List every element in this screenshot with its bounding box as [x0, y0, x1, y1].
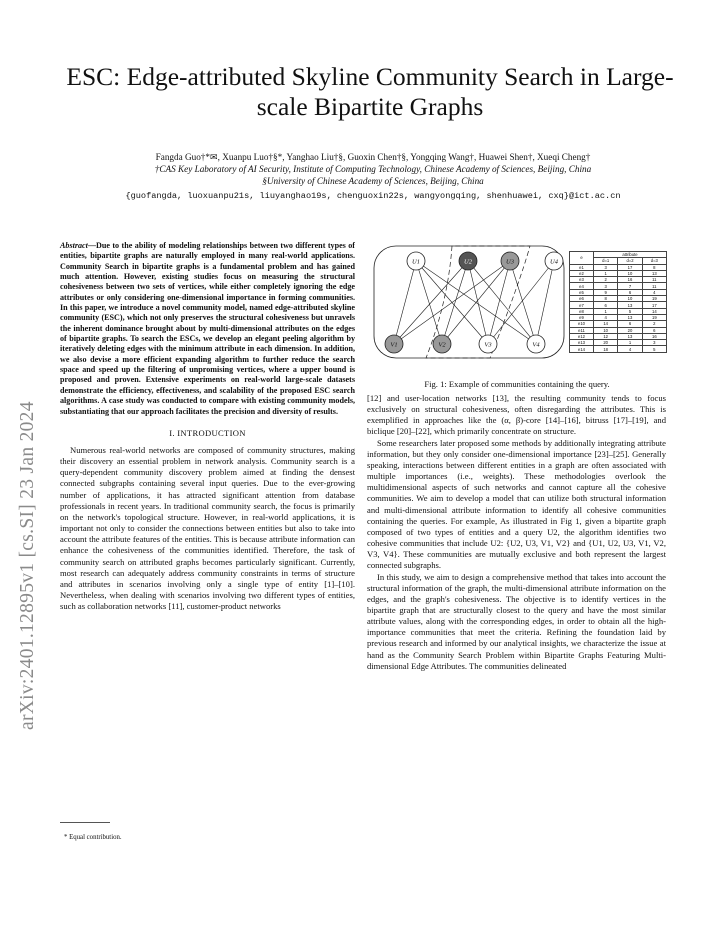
affiliation-2: §University of Chinese Academy of Sciences, Beijing, China: [262, 176, 484, 186]
table-cell-edge: e13: [570, 340, 594, 346]
table-cell-value: 1: [594, 270, 618, 276]
table-cell-value: 1: [594, 308, 618, 314]
arxiv-stamp: arXiv:2401.12895v1 [cs.SI] 23 Jan 2024: [17, 401, 38, 730]
footnote-divider: [60, 822, 110, 823]
table-cell-value: 10: [618, 270, 642, 276]
table-cell-value: 4: [618, 346, 642, 352]
node-label: U4: [550, 258, 558, 266]
table-cell-value: 16: [642, 333, 666, 339]
table-cell-value: 6: [618, 289, 642, 295]
table-cell-value: 1: [618, 340, 642, 346]
right-paragraph-2: Some researchers later proposed some methods by additionally integrating attribute information, but they only consider one-dimensional importance [23]–[25]. Generally speaking, interactions between different entities in a graph are often associated with multiple importances (i.e., weights). These methodologies overlook the multidimensional aspects of such networks and cannot capture all the cohesive communities. We aim to develop a model that can utilize both structural information and multi-dimensional attribute information to identify all cohesive communities containing the queries. For example, As illustrated in Fig 1, given a bipartite graph composed of two types of entities and a query U2, the algorithm identifies two cohesive communities that include U2: {U2, U3, V1, V2} and {U1, U2, U3, V1, V2, V3, V4}. These communities are mutually exclusive and both represent the largest connected subgraphs.: [367, 437, 666, 571]
table-cell-value: 5: [642, 346, 666, 352]
paper-title: ESC: Edge-attributed Skyline Community Search in Large-scale Bipartite Graphs: [66, 62, 674, 121]
author-list: Fangda Guo†*✉, Xuanpu Luo†§*, Yanghao Liu†§, Guoxin Chen†§, Yongqing Wang†, Huawei Shen†, Xueqi Cheng†: [155, 152, 591, 162]
table-cell-value: 3: [594, 283, 618, 289]
table-cell-value: 20: [618, 327, 642, 333]
table-cell-value: 10: [618, 296, 642, 302]
table-cell-edge: e8: [570, 308, 594, 314]
table-cell-edge: e6: [570, 296, 594, 302]
table-cell-value: 11: [642, 283, 666, 289]
section-heading: I. INTRODUCTION: [169, 427, 246, 438]
node-label: V1: [390, 341, 398, 349]
table-cell-edge: e5: [570, 289, 594, 295]
table-cell-value: 12: [594, 333, 618, 339]
figure-caption: Fig. 1: Example of communities containing the query.: [424, 379, 610, 389]
graph-edge: [510, 261, 536, 344]
footnote: * Equal contribution.: [64, 834, 122, 841]
table-cell-value: 13: [618, 302, 642, 308]
graph-edge: [488, 261, 510, 344]
intro-paragraph: Numerous real-world networks are composed of community structures, making their discovery an essential problem in network analysis. Community search is a query-dependent community discovery problem aimed at finding the densest connected subgraphs containing several input queries. Due to the ever-growing number of applications, it has attracted significant attention from database professionals in recent years. In traditional community search, the focus is primarily on the network's topological structure. However, in real-world applications, it is important not only to consider the connections between entities but also to take into account the attribute features of the entities. This is because attribute information can enhance the cohesiveness of the communities identified. Therefore, the task of community search on attributed graphs becomes particularly significant. Currently, most research can adequately address community constraints in terms of structure and attributes in scenarios involving only a single type of entity [1]–[10]. Nevertheless, when dealing with scenarios involving two different types of entities, such as collaboration networks [11], customer-product networks: [60, 445, 355, 612]
upper-node-u2: [459, 252, 477, 270]
table-cell-value: 2: [642, 321, 666, 327]
table-cell-value: 8: [594, 296, 618, 302]
node-label: U1: [412, 258, 420, 266]
upper-node-u1: [407, 252, 425, 270]
lower-node-v3: [479, 335, 497, 353]
table-cell-value: 10: [594, 327, 618, 333]
upper-node-u4: [545, 252, 563, 270]
table-cell-value: 14: [594, 321, 618, 327]
table-cell-value: 3: [642, 340, 666, 346]
table-cell-edge: e4: [570, 283, 594, 289]
table-header-edge: e: [570, 252, 594, 265]
table-cell-value: 13: [618, 314, 642, 320]
affiliation-1: †CAS Key Laboratory of AI Security, Institute of Computing Technology, Chinese Academy of Sciences, Beijing, China: [154, 164, 592, 174]
table-cell-value: 19: [642, 296, 666, 302]
table-cell-value: 4: [642, 289, 666, 295]
node-label: U2: [464, 258, 472, 266]
table-subheader-d1: d=1: [594, 258, 618, 264]
abstract-label: Abstract: [60, 241, 88, 250]
table-cell-edge: e14: [570, 346, 594, 352]
table-cell-value: 3: [594, 264, 618, 270]
node-label: V2: [438, 341, 446, 349]
left-column: [60, 241, 355, 612]
table-cell-value: 2: [594, 277, 618, 283]
author-emails: {guofangda, luoxuanpu21s, liuyanghao19s, chenguoxin22s, wangyongqing, shenhuawei, cxq}@ict.ac.cn: [125, 191, 621, 201]
table-cell-value: 9: [594, 289, 618, 295]
graph-edge: [536, 261, 554, 344]
lower-node-v4: [527, 335, 545, 353]
table-cell-value: 8: [642, 264, 666, 270]
right-paragraph-1: [12] and user-location networks [13], the resulting community tends to focus exclusively on structural cohesiveness, often disregarding the attributes. This is exemplified in approaches like the (α, β)-core [14]–[16], bitruss [17]–[19], and biclique [20]–[22], which primarily concentrate on structure.: [367, 393, 666, 437]
graph-edge: [416, 261, 442, 344]
graph-edge: [442, 261, 468, 344]
table-cell-edge: e10: [570, 321, 594, 327]
table-cell-edge: e12: [570, 333, 594, 339]
table-cell-value: 17: [642, 302, 666, 308]
table-cell-value: 17: [618, 264, 642, 270]
table-cell-value: 13: [642, 270, 666, 276]
table-cell-value: 6: [594, 302, 618, 308]
table-cell-value: 5: [618, 308, 642, 314]
table-cell-value: 13: [618, 333, 642, 339]
lower-node-v2: [433, 335, 451, 353]
table-cell-edge: e3: [570, 277, 594, 283]
table-cell-value: 6: [618, 321, 642, 327]
table-cell-value: 11: [642, 277, 666, 283]
right-paragraph-3: In this study, we aim to design a comprehensive method that takes into account the structural information of the graph, the multi-dimensional attribute information on the edges, and the graph's cohesiveness. The objective is to identify vertices in the bipartite graph that are structurally closest to the query and have the most similar attribute values, along with the corresponding edges, in order to obtain all the high-importance communities that meet the criteria. Refining the foundation laid by previous research and informed by our analytical insights, we characterize the issue at hand as the Community Search Problem within Bipartite Graphs Featuring Multi-dimensional Edge Attributes. The communities delineated: [367, 571, 666, 671]
table-cell-edge: e9: [570, 314, 594, 320]
abstract: [60, 241, 355, 417]
table-cell-edge: e7: [570, 302, 594, 308]
table-cell-edge: e1: [570, 264, 594, 270]
table-cell-value: 6: [642, 327, 666, 333]
attribute-table: [569, 251, 667, 353]
graph-nodes: [385, 252, 563, 353]
table-cell-value: 4: [594, 314, 618, 320]
table-subheader-d3: d=3: [642, 258, 666, 264]
table-body: [570, 264, 667, 352]
node-label: V4: [532, 341, 540, 349]
abstract-text: —Due to the ability of modeling relationships between two different types of entities, bipartite graphs are naturally employed in many real-world applications. Community Search in bipartite graphs is a fundamental problem and has gained much attention. However, existing studies focus on measuring the structural cohesiveness between two sets of vertices, while either completely ignoring the edge attributes or only considering one-dimensional importance in forming communities. In this paper, we introduce a novel community model, named edge-attributed skyline community (ESC), which not only preserves the structural cohesiveness but unravels the inherent dominance brought about by multi-dimensional attributes on the edges of bipartite graphs. To search the ESCs, we develop an elegant peeling algorithm by iteratively deleting edges with the minimum attribute in each dimension. In addition, we also devise a more efficient expanding algorithm to further reduce the search space and speed up the filtering of unpromising vertices, where a upper bound is proposed and proven. Extensive experiments on real-world large-scale datasets demonstrate the efficiency, effectiveness, and scalability of the proposed ESC search algorithms. A case study was conducted to compare with existing community models, substantiating that our approach facilitates the precision and diversity of results.: [60, 241, 355, 416]
table-cell-value: 19: [642, 314, 666, 320]
table-cell-edge: e11: [570, 327, 594, 333]
lower-node-v1: [385, 335, 403, 353]
table-cell-value: 14: [642, 308, 666, 314]
upper-node-u3: [501, 252, 519, 270]
table-subheader-d2: d=2: [618, 258, 642, 264]
table-cell-value: 20: [594, 340, 618, 346]
right-column: [367, 393, 666, 672]
table-cell-value: 16: [618, 277, 642, 283]
table-cell-edge: e2: [570, 270, 594, 276]
table-row: [570, 346, 667, 352]
table-cell-value: 7: [618, 283, 642, 289]
table-header-attribute: attribute: [594, 252, 667, 258]
table-cell-value: 18: [594, 346, 618, 352]
node-label: U3: [506, 258, 514, 266]
node-label: V3: [484, 341, 492, 349]
